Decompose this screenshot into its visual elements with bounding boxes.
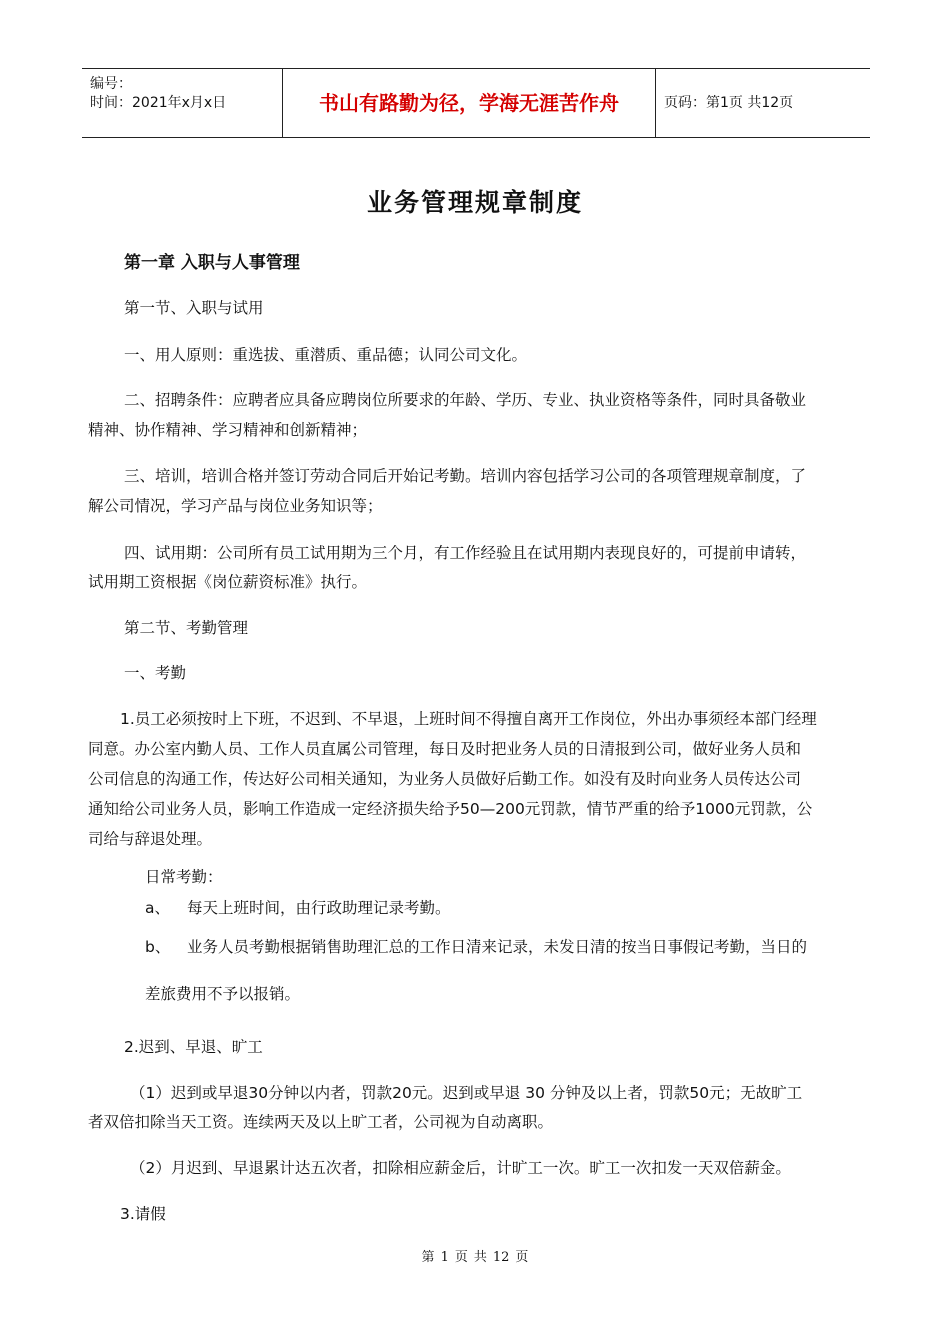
item-2-1-line-1: （1）迟到或早退30分钟以内者，罚款20元。迟到或早退 30 分钟及以上者，罚款50元；无故旷工 bbox=[130, 1084, 803, 1102]
header-meta-cell bbox=[82, 69, 283, 137]
header-number-label: 编号： bbox=[90, 76, 132, 92]
page-footer bbox=[0, 1246, 950, 1265]
paragraph-4-line-1: 四、试用期：公司所有员工试用期为三个月，有工作经验且在试用期内表现良好的，可提前申请转， bbox=[124, 544, 807, 562]
header-date-label: 时间：2021年x月x日 bbox=[90, 95, 227, 111]
subsection-attendance: 一、考勤 bbox=[124, 664, 187, 682]
paragraph-1: 一、用人原则：重选拔、重潜质、重品德；认同公司文化。 bbox=[124, 346, 528, 364]
list-b-label: b、 bbox=[145, 938, 171, 956]
item-1-line-4: 通知给公司业务人员，影响工作造成一定经济损失给予50—200元罚款，情节严重的给予1000元罚款，公 bbox=[88, 800, 813, 818]
list-b-line-2: 差旅费用不予以报销。 bbox=[145, 985, 301, 1003]
paragraph-3-line-2: 解公司情况，学习产品与岗位业务知识等； bbox=[88, 497, 383, 515]
section-heading-1: 第一节、入职与试用 bbox=[124, 299, 264, 317]
document-title: 业务管理规章制度 bbox=[366, 188, 583, 217]
chapter-heading: 第一章 入职与人事管理 bbox=[124, 253, 300, 273]
item-1-line-2: 同意。办公室内勤人员、工作人员直属公司管理，每日及时把业务人员的日清报到公司，做好业务人员和 bbox=[88, 740, 802, 758]
paragraph-3-line-1: 三、培训，培训合格并签订劳动合同后开始记考勤。培训内容包括学习公司的各项管理规章制度，了 bbox=[124, 467, 807, 485]
list-a-label: a、 bbox=[145, 899, 170, 917]
list-a-text: 每天上班时间，由行政助理记录考勤。 bbox=[187, 899, 451, 917]
daily-attendance-label: 日常考勤： bbox=[145, 868, 223, 886]
footer-page-prefix: 第 bbox=[421, 1250, 435, 1265]
page-header bbox=[82, 68, 870, 138]
header-page-info: 页码：第1页 共12页 bbox=[664, 95, 794, 111]
footer-current-page: 1 bbox=[440, 1250, 449, 1265]
footer-page-suffix: 页 bbox=[454, 1250, 468, 1265]
list-b-text: 业务人员考勤根据销售助理汇总的工作日清来记录，未发日清的按当日事假记考勤，当日的 bbox=[187, 938, 808, 956]
header-motto: 书山有路勤为径，学海无涯苦作舟 bbox=[283, 69, 656, 137]
item-2-heading: 2.迟到、早退、旷工 bbox=[124, 1038, 263, 1056]
footer-total-pages: 12 bbox=[492, 1250, 510, 1265]
paragraph-2-line-2: 精神、协作精神、学习精神和创新精神； bbox=[88, 421, 368, 439]
footer-total-prefix: 共 bbox=[473, 1250, 487, 1265]
item-2-1-line-2: 者双倍扣除当天工资。连续两天及以上旷工者，公司视为自动离职。 bbox=[88, 1113, 554, 1131]
item-1-line-3: 公司信息的沟通工作，传达好公司相关通知，为业务人员做好后勤工作。如没有及时向业务人员传达公司 bbox=[88, 770, 802, 788]
item-1-line-5: 司给与辞退处理。 bbox=[88, 830, 213, 848]
paragraph-4-line-2: 试用期工资根据《岗位薪资标准》执行。 bbox=[88, 573, 368, 591]
footer-total-suffix: 页 bbox=[515, 1250, 529, 1265]
section-heading-2: 第二节、考勤管理 bbox=[124, 619, 249, 637]
paragraph-2-line-1: 二、招聘条件：应聘者应具备应聘岗位所要求的年龄、学历、专业、执业资格等条件，同时具备敬业 bbox=[124, 391, 807, 409]
item-2-2: （2）月迟到、早退累计达五次者，扣除相应薪金后，计旷工一次。旷工一次扣发一天双倍薪金。 bbox=[130, 1159, 791, 1177]
item-1-line-1: 1.员工必须按时上下班，不迟到、不早退，上班时间不得擅自离开工作岗位，外出办事须经本部门经理 bbox=[120, 710, 817, 728]
item-3-heading: 3.请假 bbox=[120, 1205, 166, 1223]
